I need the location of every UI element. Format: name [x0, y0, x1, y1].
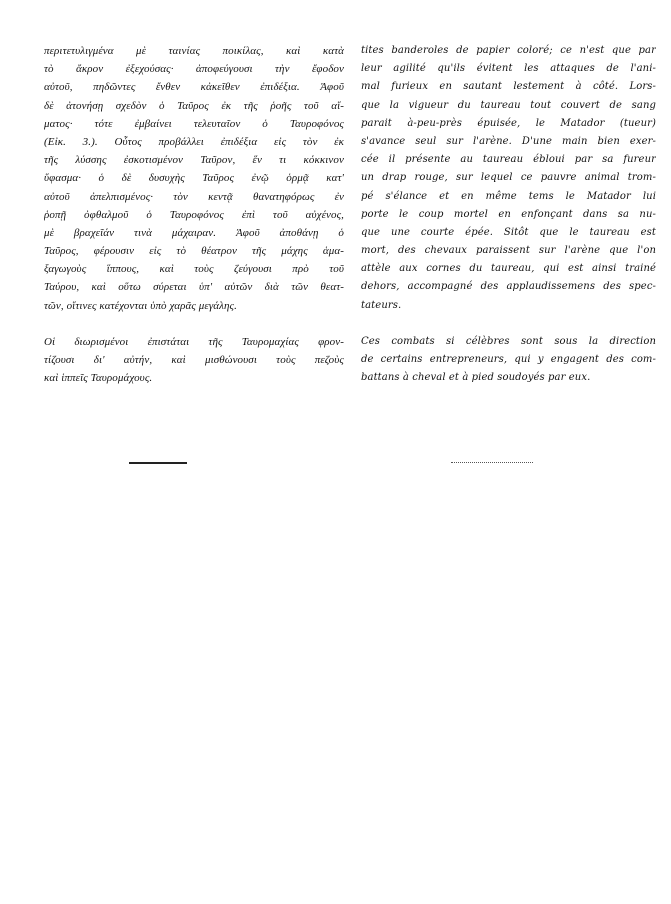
text-line: ξαγωγοὺς ἵππους, καὶ τοὺς ζεύγουσι πρὸ τοῦ: [44, 263, 344, 276]
text-line: de certains entrepreneurs, qui y engagent des com-: [361, 354, 656, 365]
text-line: τὸ ἄκρον ἐξεχούσας· ἀποφεύγουσι τὴν ἔφοδον: [44, 63, 344, 76]
text-line: Ces combats si célèbres sont sous la direction: [361, 335, 656, 347]
text-line: tateurs.: [361, 299, 402, 311]
text-line: (Εἰκ. 3.). Οὗτος προβάλλει ἐπιδέξια εἰς τὸν ἐκ: [44, 135, 344, 148]
greek-text-column: [44, 42, 344, 387]
text-line: Ταῦρος, φέρουσιν εἰς τὸ θέατρον τῆς μάχης ἁμα-: [44, 245, 344, 258]
greek-paragraph-1: [44, 42, 344, 315]
paragraph-gap: [361, 315, 656, 333]
text-line: καὶ ἱππεῖς Ταυρομάχους.: [44, 372, 153, 385]
french-text-column: [361, 42, 656, 387]
french-section-end-rule: [451, 462, 533, 463]
text-line: τῆς λύσσης ἐσκοτισμένον Ταῦρον, ἕν τι κόκκινον: [44, 154, 344, 167]
text-line: s'avance seul sur l'arène. D'une main bien exer-: [361, 135, 656, 147]
text-line: ῥοπῇ ὀφθαλμοῦ ὁ Ταυροφόνος ἐπὶ τοῦ αὐχένος,: [44, 208, 344, 221]
text-line: dehors, accompagné des applaudissemens des spec-: [361, 281, 656, 293]
text-line: δὲ ἀτονήσῃ σχεδὸν ὁ Ταῦρος ἐκ τῆς ῥοῆς τοῦ αἵ-: [44, 99, 344, 112]
text-line: attèle aux cornes du taureau, qui est ainsi trainé: [361, 263, 656, 275]
text-line: un drap rouge, sur lequel ce pauvre animal trom-: [361, 172, 656, 184]
paragraph-gap: [44, 315, 344, 333]
french-paragraph-2: [361, 333, 656, 388]
text-line: que une courte épée. Sitôt que le taureau est: [361, 226, 656, 238]
text-line: leur agilité qu'ils évitent les attaques de l'ani-: [361, 63, 656, 75]
text-line: mal furieux en sautant lestement à côté. Lors-: [361, 81, 656, 93]
text-line: αὐτοῦ, πηδῶντες ἔνθεν κἀκεῖθεν ἐπιδέξια. Ἀφοῦ: [44, 81, 344, 94]
text-line: τῶν, οἵτινες κατέχονται ὑπὸ χαρᾶς μεγάλης.: [44, 299, 237, 312]
text-line: περιτετυλιγμένα μὲ ταινίας ποικίλας, καὶ κατὰ: [44, 45, 344, 57]
text-line: ματος· τότε ἐμβαίνει τελευταῖον ὁ Ταυροφόνος: [44, 117, 344, 130]
text-line: Ταύρου, καὶ οὕτω σύρεται ὑπ' αὐτῶν διὰ τῶν θεατ-: [44, 281, 344, 294]
text-line: parait à-peu-près épuisée, le Matador (tueur): [361, 117, 656, 129]
text-line: pé s'élance et en même tems le Matador lui: [361, 190, 656, 202]
text-line: que la vigueur du taureau tout couvert de sang: [361, 99, 656, 111]
text-line: battans à cheval et à pied soudoyés par eux.: [361, 372, 591, 384]
greek-section-end-rule: [129, 462, 187, 464]
text-line: αὐτοῦ ἀπελπισμένος· τὸν κεντᾷ θανατηφόρως ἐν: [44, 190, 344, 203]
french-paragraph-1: [361, 42, 656, 315]
text-line: Οἱ διωρισμένοι ἐπιστάται τῆς Ταυρομαχίας φρον-: [44, 335, 344, 348]
text-line: μὲ βραχεῖάν τινὰ μάχαιραν. Ἀφοῦ ἀποθάνῃ ὁ: [44, 226, 344, 239]
text-line: ὕφασμα· ὁ δὲ δυσυχὴς Ταῦρος ἐνῷ ὁρμᾷ κατ': [44, 172, 344, 185]
text-line: porte le coup mortel en enfonçant dans sa nu-: [361, 208, 656, 220]
text-line: cée il présente au taureau ébloui par sa fureur: [361, 154, 656, 166]
greek-paragraph-2: [44, 333, 344, 388]
text-line: τίζουσι δι' αὐτήν, καὶ μισθώνουσι τοὺς πεζοὺς: [44, 354, 344, 366]
text-line: mort, des chevaux paraissent sur l'arène que l'on: [361, 245, 656, 257]
text-line: tites banderoles de papier coloré; ce n'est que par: [361, 45, 656, 56]
